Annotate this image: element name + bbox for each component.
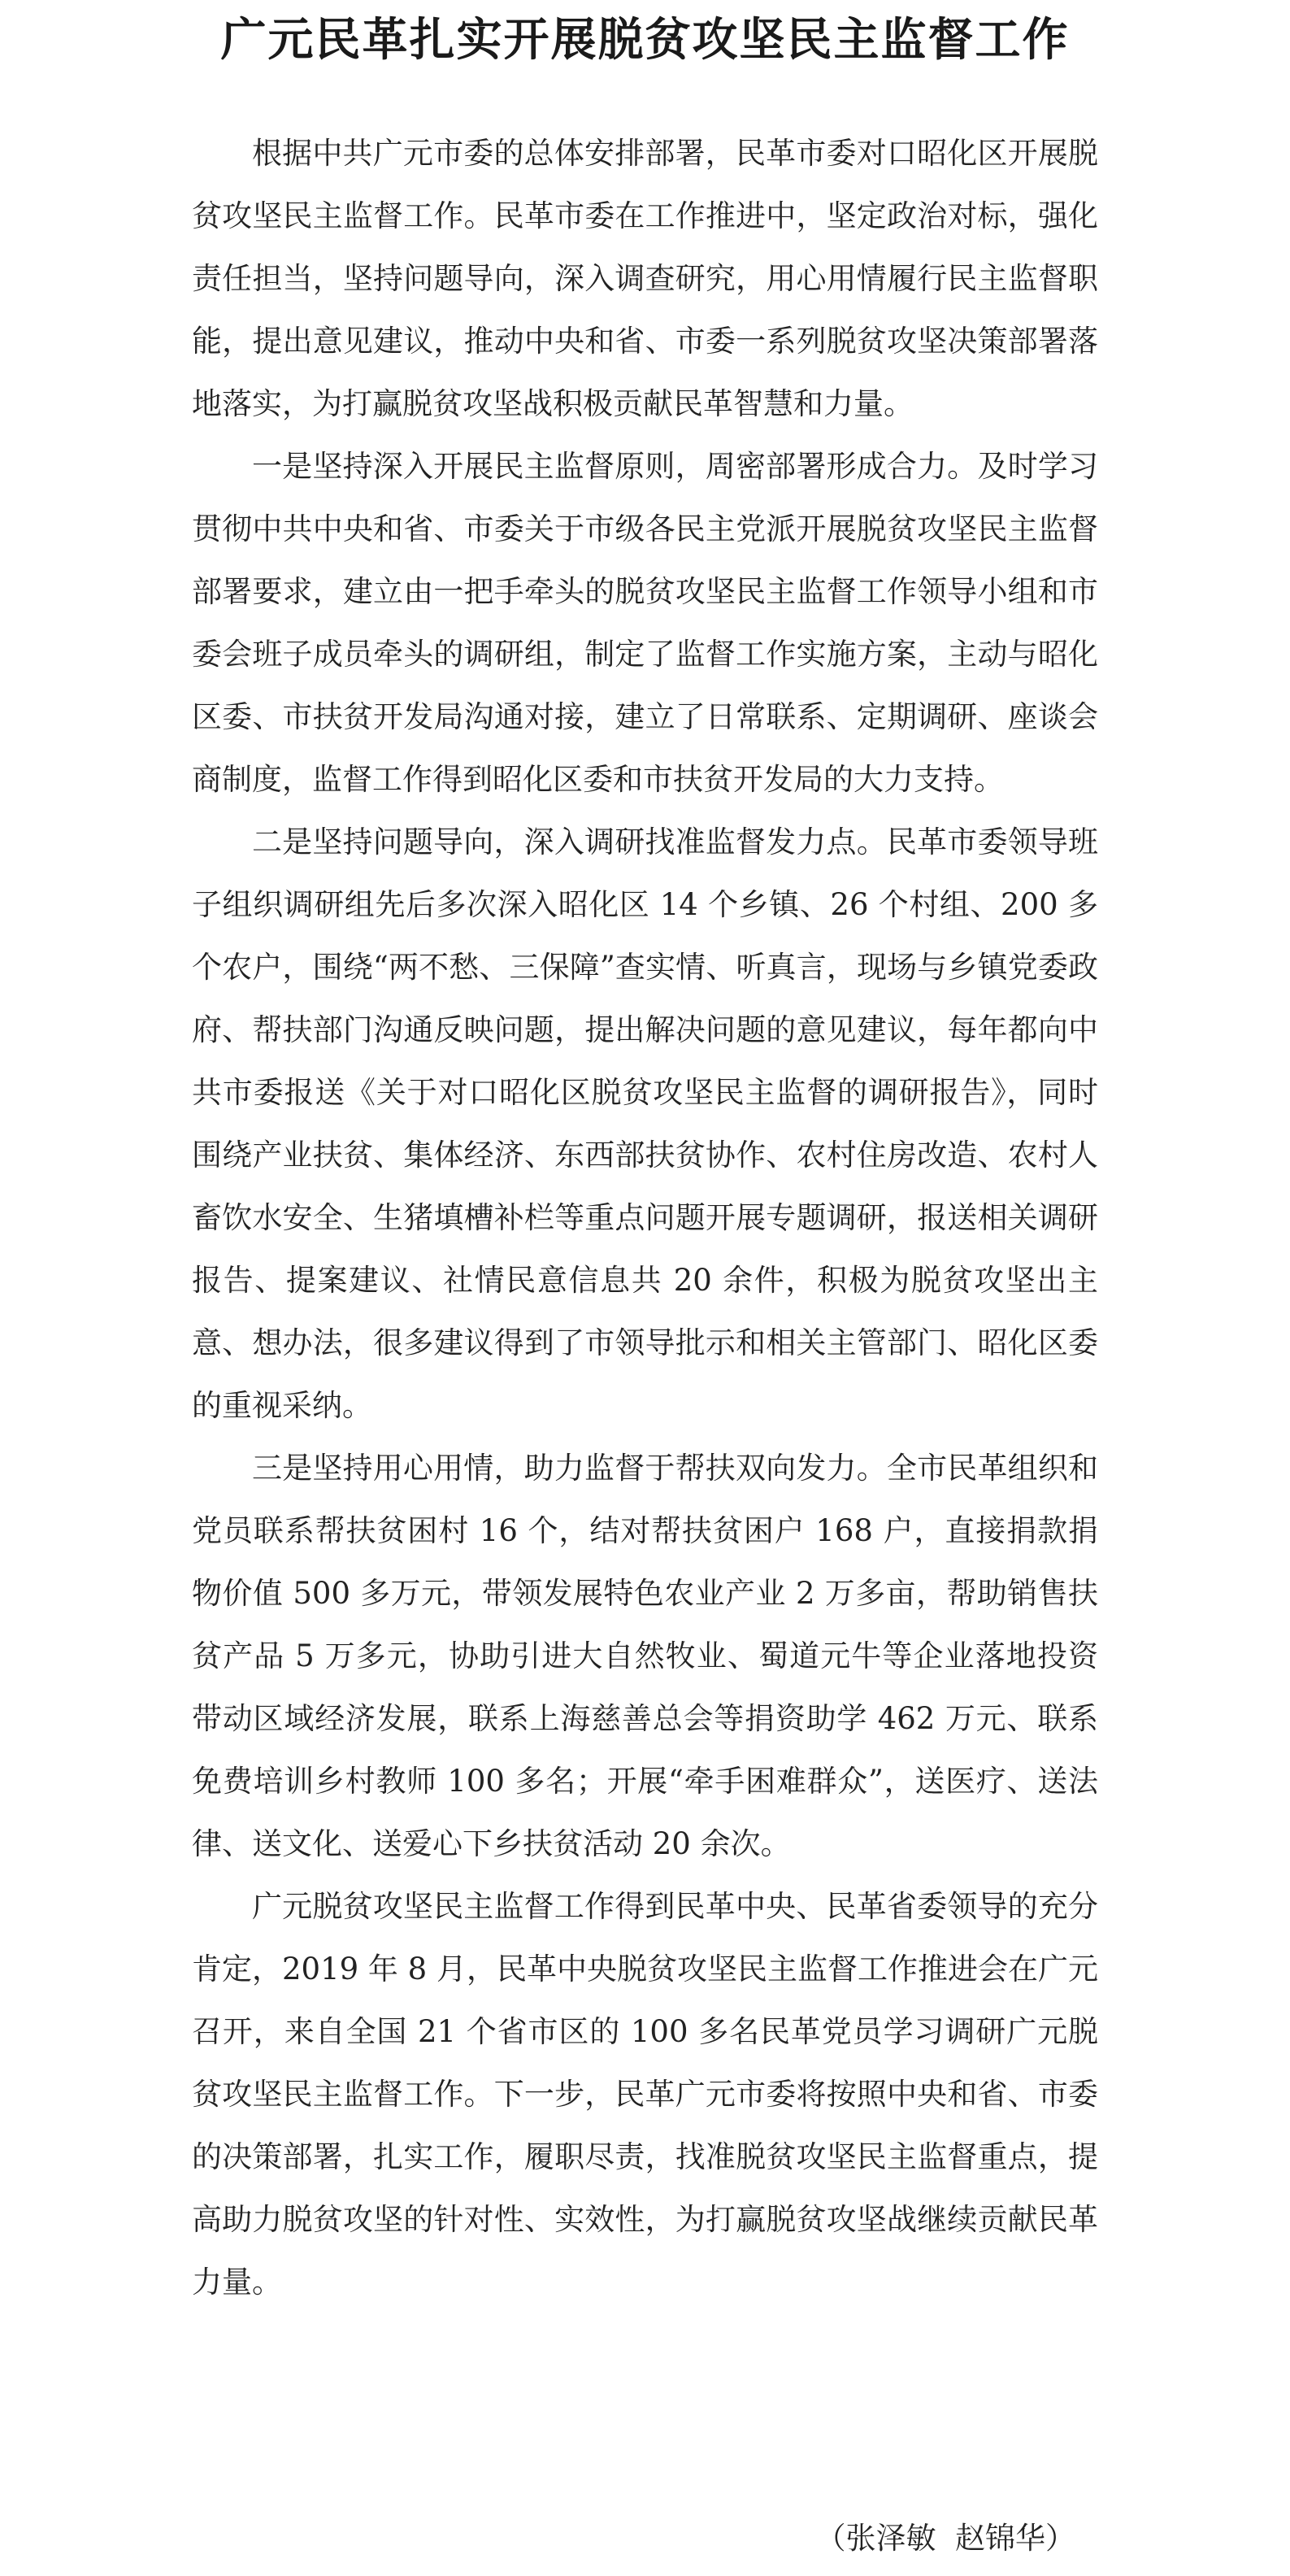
- article-body: [192, 122, 1098, 2313]
- article-title: 广元民革扎实开展脱贫攻坚民主监督工作: [220, 13, 1070, 67]
- paragraph-conclusion: 广元脱贫攻坚民主监督工作得到民革中央、民革省委领导的充分肯定，2019 年 8 月，民革中央脱贫攻坚民主监督工作推进会在广元召开，来自全国 21 个省市区的 100 多名民革党员学习调研广元脱贫攻坚民主监督工作。下一步，民革广元市委将按照中央和省、市委的决策部署，扎实工作，履职尽责，找准脱贫攻坚民主监督重点，提高助力脱贫攻坚的针对性、实效性，为打赢脱贫攻坚战继续贡献民革力量。: [192, 1889, 1098, 2300]
- author-signature: （张泽敏 赵锦华）: [815, 2521, 1075, 2556]
- paragraph-point-one: 一是坚持深入开展民主监督原则，周密部署形成合力。及时学习贯彻中共中央和省、市委关于市级各民主党派开展脱贫攻坚民主监督部署要求，建立由一把手牵头的脱贫攻坚民主监督工作领导小组和市委会班子成员牵头的调研组，制定了监督工作实施方案，主动与昭化区委、市扶贫开发局沟通对接，建立了日常联系、定期调研、座谈会商制度，监督工作得到昭化区委和市扶贫开发局的大力支持。: [192, 449, 1098, 797]
- paragraph-point-three: 三是坚持用心用情，助力监督于帮扶双向发力。全市民革组织和党员联系帮扶贫困村 16 个，结对帮扶贫困户 168 户，直接捐款捐物价值 500 多万元，带领发展特色农业产业 2 万多亩，帮助销售扶贫产品 5 万多元，协助引进大自然牧业、蜀道元牛等企业落地投资带动区域经济发展，联系上海慈善总会等捐资助学 462 万元、联系免费培训乡村教师 100 多名；开展“牵手困难群众”，送医疗、送法律、送文化、送爱心下乡扶贫活动 20 余次。: [192, 1451, 1098, 1861]
- paragraph-point-two: 二是坚持问题导向，深入调研找准监督发力点。民革市委领导班子组织调研组先后多次深入昭化区 14 个乡镇、26 个村组、200 多个农户，围绕“两不愁、三保障”查实情、听真言，现场与乡镇党委政府、帮扶部门沟通反映问题，提出解决问题的意见建议，每年都向中共市委报送《关于对口昭化区脱贫攻坚民主监督的调研报告》，同时围绕产业扶贫、集体经济、东西部扶贫协作、农村住房改造、农村人畜饮水安全、生猪填槽补栏等重点问题开展专题调研，报送相关调研报告、提案建议、社情民意信息共 20 余件，积极为脱贫攻坚出主意、想办法，很多建议得到了市领导批示和相关主管部门、昭化区委的重视采纳。: [192, 825, 1098, 1423]
- paragraph-intro: 根据中共广元市委的总体安排部署，民革市委对口昭化区开展脱贫攻坚民主监督工作。民革市委在工作推进中，坚定政治对标，强化责任担当，坚持问题导向，深入调查研究，用心用情履行民主监督职能，提出意见建议，推动中央和省、市委一系列脱贫攻坚决策部署落地落实，为打赢脱贫攻坚战积极贡献民革智慧和力量。: [192, 136, 1098, 421]
